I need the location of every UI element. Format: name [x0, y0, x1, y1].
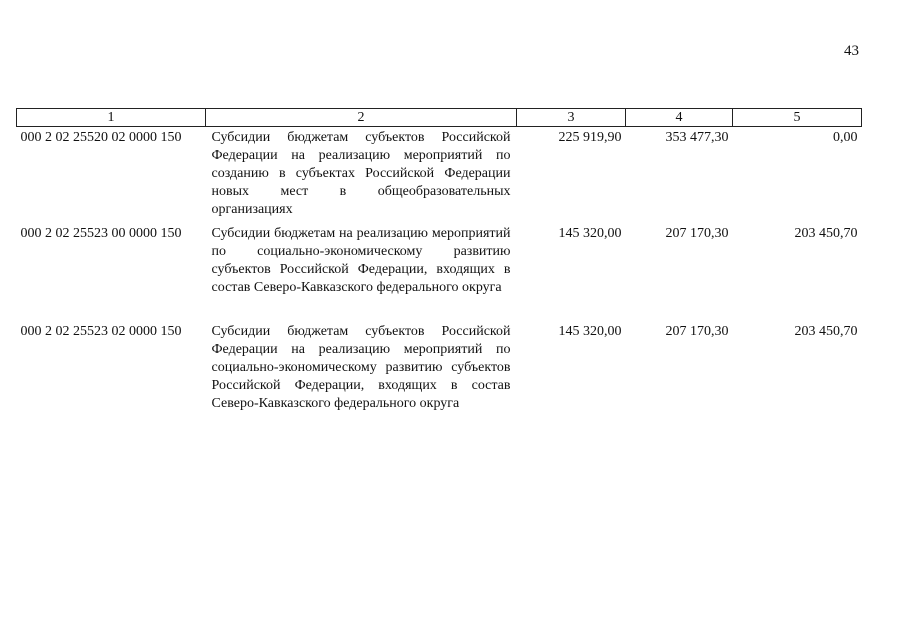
table-row — [17, 323, 862, 413]
value-col5-cell: 203 450,70 — [794, 226, 858, 241]
column-header-1: 1 — [17, 109, 206, 127]
budget-code-cell: 000 2 02 25523 02 0000 150 — [20, 324, 182, 339]
column-header-4: 4 — [626, 109, 733, 127]
budget-table — [16, 108, 862, 413]
column-header-3: 3 — [517, 109, 626, 127]
table-header-row — [17, 109, 862, 127]
value-col5-cell: 203 450,70 — [794, 324, 858, 339]
value-col3-cell: 145 320,00 — [558, 324, 622, 339]
column-header-5: 5 — [733, 109, 862, 127]
table-row — [17, 127, 862, 226]
budget-code-cell: 000 2 02 25523 00 0000 150 — [20, 226, 182, 241]
description-cell: Субсидии бюджетам субъектов Российской Федерации на реализацию мероприятий по созданию в субъектах Российской Федерации новых мест в общеобразовательных организациях — [211, 130, 511, 217]
table-row — [17, 225, 862, 323]
value-col3-cell: 225 919,90 — [558, 130, 622, 145]
value-col4-cell: 353 477,30 — [665, 130, 729, 145]
budget-code-cell: 000 2 02 25520 02 0000 150 — [20, 130, 182, 145]
value-col5-cell: 0,00 — [833, 130, 858, 145]
description-cell: Субсидии бюджетам на реализацию мероприятий по социально-экономическому развитию субъектов Российской Федерации, входящих в состав Северо-Кавказского федерального округа — [211, 226, 511, 295]
value-col4-cell: 207 170,30 — [665, 324, 729, 339]
value-col4-cell: 207 170,30 — [665, 226, 729, 241]
column-header-2: 2 — [206, 109, 517, 127]
value-col3-cell: 145 320,00 — [558, 226, 622, 241]
page-number: 43 — [844, 43, 859, 59]
description-cell: Субсидии бюджетам субъектов Российской Федерации на реализацию мероприятий по социально-экономическому развитию субъектов Российской Федерации, входящих в состав Северо-Кавказского федерального округа — [211, 324, 511, 411]
